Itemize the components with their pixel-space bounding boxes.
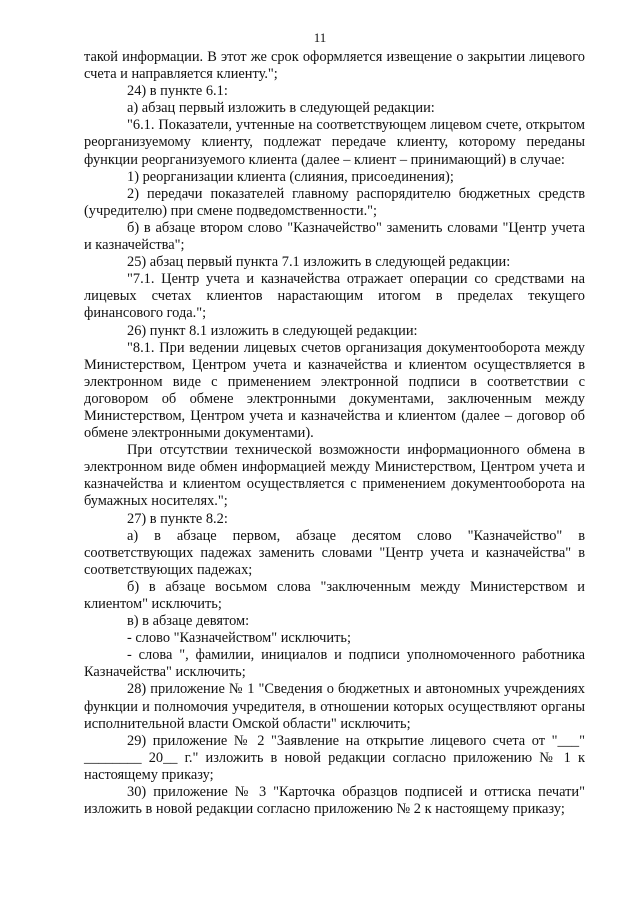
paragraph: "8.1. При ведении лицевых счетов организация документооборота между Министерством, Центром учета и казначейства и клиентом осуществляется в электронном виде с применением электронной подписи в соответствии с договором об обмене электронными документами, заключенным между Министерством, Центром учета и казначейства и клиентом (далее – договор об обмене электронными документами). xyxy=(84,339,585,442)
paragraph: а) абзац первый изложить в следующей редакции: xyxy=(127,100,435,117)
paragraph: - слова ", фамилии, инициалов и подписи уполномоченного работника Казначейства" исключить; xyxy=(84,647,585,681)
paragraph: 28) приложение № 1 "Сведения о бюджетных и автономных учреждениях функции и полномочия учредителя, в отношении которых осуществляют органы исполнительной власти Омской области" исключить; xyxy=(84,681,585,732)
paragraph: 25) абзац первый пункта 7.1 изложить в следующей редакции: xyxy=(127,254,511,271)
paragraph: 1) реорганизации клиента (слияния, присоединения); xyxy=(127,168,454,185)
paragraph: 29) приложение № 2 "Заявление на открытие лицевого счета от "___" ________ 20__ г." изложить в новой редакции согласно приложению № 1 к настоящему приказу; xyxy=(84,732,585,783)
paragraph: б) в абзаце восьмом слова "заключенным между Министерством и клиентом" исключить; xyxy=(84,578,585,612)
paragraph: 27) в пункте 8.2: xyxy=(127,510,228,527)
paragraph: а) в абзаце первом, абзаце десятом слово "Казначейство" в соответствующих падежах заменить словами "Центр учета и казначейства" в соответствующих падежах; xyxy=(84,527,585,578)
paragraph: в) в абзаце девятом: xyxy=(127,613,250,630)
paragraph: 24) в пункте 6.1: xyxy=(127,83,228,100)
page-number: 11 xyxy=(313,30,327,45)
document-body xyxy=(84,49,585,818)
paragraph: При отсутствии технической возможности информационного обмена в электронном виде обмен информацией между Министерством, Центром учета и казначейства и клиентом осуществляется с применением документооборота на бумажных носителях."; xyxy=(84,442,585,510)
paragraph: 30) приложение № 3 "Карточка образцов подписей и оттиска печати" изложить в новой редакции согласно приложению № 2 к настоящему приказу; xyxy=(84,784,585,818)
paragraph: 26) пункт 8.1 изложить в следующей редакции: xyxy=(127,322,418,339)
paragraph: такой информации. В этот же срок оформляется извещение о закрытии лицевого счета и направляется клиенту."; xyxy=(84,49,585,83)
paragraph: - слово "Казначейством" исключить; xyxy=(127,630,351,647)
paragraph: б) в абзаце втором слово "Казначейство" заменить словами "Центр учета и казначейства"; xyxy=(84,219,585,254)
paragraph: "7.1. Центр учета и казначейства отражает операции со средствами на лицевых счетах клиентов нарастающим итогом в пределах текущего финансового года."; xyxy=(84,271,585,322)
paragraph: 2) передачи показателей главному распорядителю бюджетных средств (учредителю) при смене подведомственности."; xyxy=(84,185,585,219)
paragraph: "6.1. Показатели, учтенные на соответствующем лицевом счете, открытом реорганизуемому клиенту, подлежат передаче клиенту, которому переданы функции реорганизуемого клиента (далее – клиент – принимающий) в случае: xyxy=(84,117,585,168)
